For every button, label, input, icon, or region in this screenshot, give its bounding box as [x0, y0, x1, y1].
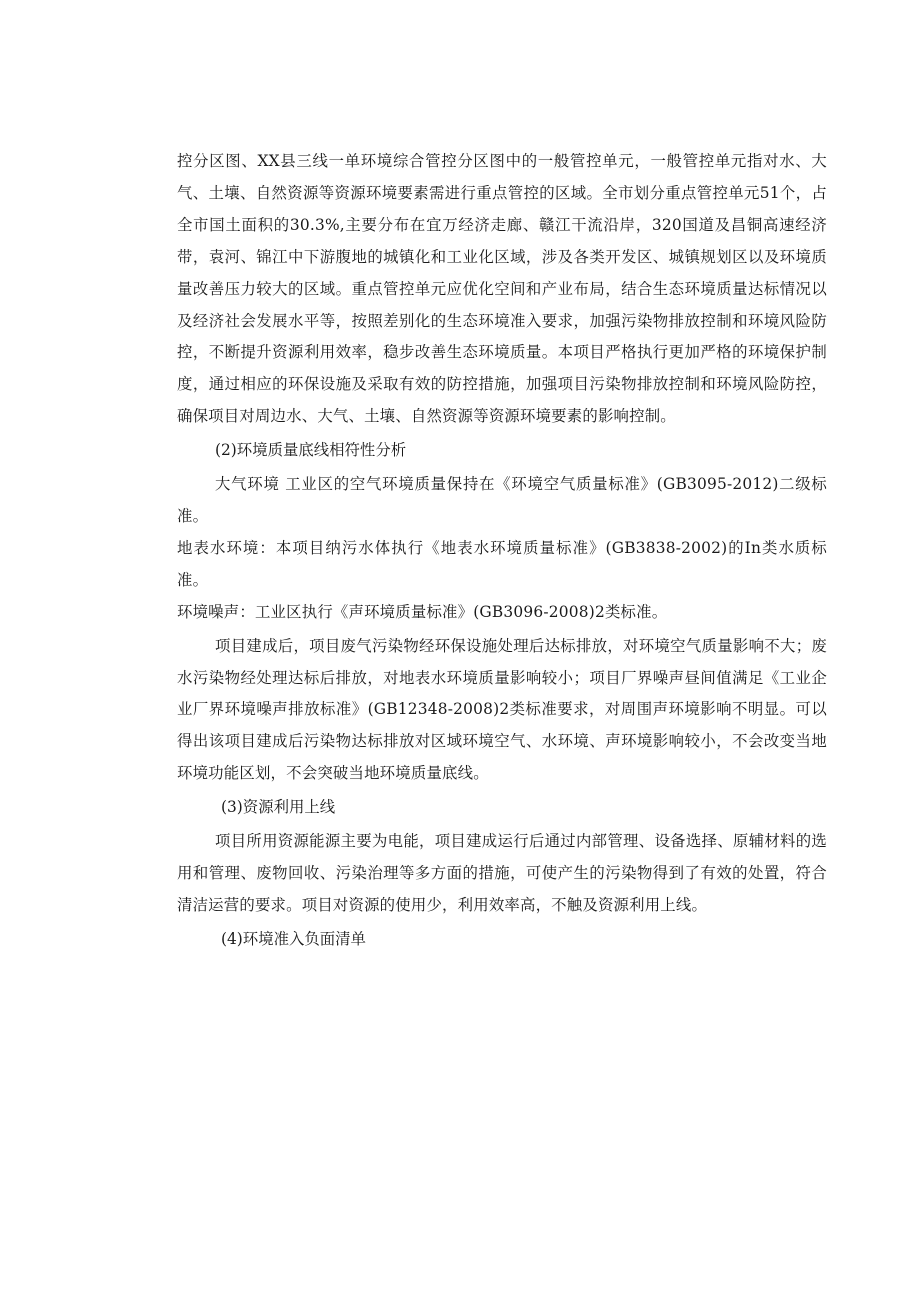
section-heading-environmental-quality-baseline: (2)环境质量底线相符性分析 [215, 441, 407, 460]
section-heading-negative-list: (4)环境准入负面清单 [221, 929, 366, 948]
paragraph-noise: 环境噪声：工业区执行《声环境质量标准》(GB3096-2008)2类标准。 [177, 602, 668, 621]
paragraph-management-units: 控分区图、XX县三线一单环境综合管控分区图中的一般管控单元，一般管控单元指对水、大气、土壤、自然资源等资源环境要素需进行重点管控的区域。全市划分重点管控单元51个，占全市国土面积的30.3%,主要分布在宜万经济走廊、赣江干流沿岸，320国道及昌铜高速经济带，袁河、锦江中下游腹地的城镇化和工业化区域，涉及各类开发区、城镇规划区以及环境质量改善压力较大的区域。重点管控单元应优化空间和产业布局，结合生态环境质量达标情况以及经济社会发展水平等，按照差别化的生态环境准入要求，加强污染物排放控制和环境风险防控，不断提升资源利用效率，稳步改善生态环境质量。本项目严格执行更加严格的环境保护制度，通过相应的环保设施及采取有效的防控措施，加强项目污染物排放控制和环境风险防控，确保项目对周边水、大气、土壤、自然资源等资源环境要素的影响控制。 [177, 152, 827, 426]
paragraph-surface-water: 地表水环境：本项目纳污水体执行《地表水环境质量标准》(GB3838-2002)的In类水质标准。 [177, 538, 827, 589]
paragraph-post-construction-impact: 项目建成后，项目废气污染物经环保设施处理后达标排放，对环境空气质量影响不大；废水污染物经处理达标后排放，对地表水环境质量影响较小；项目厂界噪声昼间值满足《工业企业厂界环境噪声排放标准》(GB12348-2008)2类标准要求，对周围声环境影响不明显。可以得出该项目建成后污染物达标排放对区域环境空气、水环境、声环境影响较小，不会改变当地环境功能区划，不会突破当地环境质量底线。 [177, 636, 827, 783]
section-heading-resource-utilization: (3)资源利用上线 [221, 798, 336, 817]
document-body [177, 146, 827, 956]
paragraph-air-environment: 大气环境 工业区的空气环境质量保持在《环境空气质量标准》(GB3095-2012)二级标准。 [177, 475, 827, 525]
paragraph-resource-energy: 项目所用资源能源主要为电能，项目建成运行后通过内部管理、设备选择、原辅材料的选用和管理、废物回收、污染治理等多方面的措施，可使产生的污染物得到了有效的处置，符合清洁运营的要求。项目对资源的使用少，利用效率高，不触及资源利用上线。 [177, 832, 827, 914]
